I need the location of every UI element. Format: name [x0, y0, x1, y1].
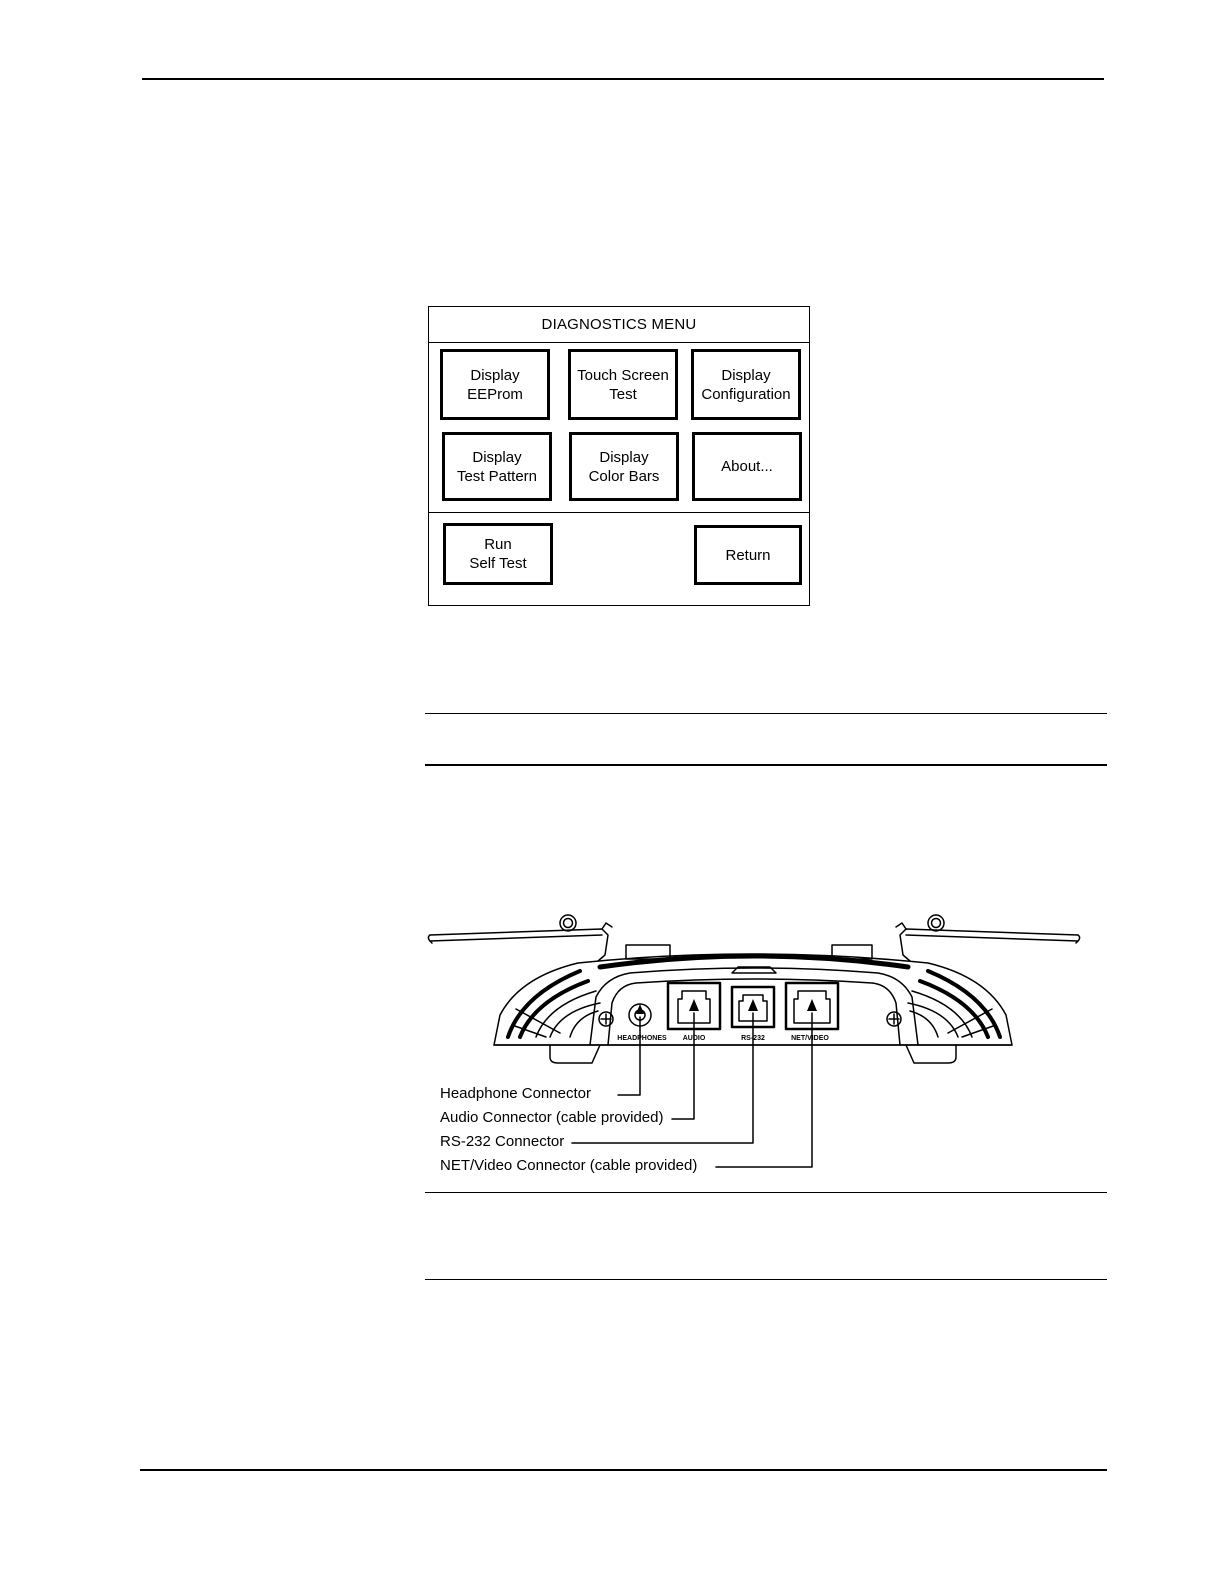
rs232-port-label: RS-232	[741, 1035, 765, 1042]
diagnostics-menu-title: DIAGNOSTICS MENU	[429, 307, 809, 343]
return-button[interactable]: Return	[694, 525, 802, 585]
diagnostics-menu-panel	[428, 306, 810, 606]
caption-rule-top	[425, 1192, 1107, 1193]
net-video-port-label: NET/VIDEO	[791, 1035, 829, 1042]
audio-port-label: AUDIO	[682, 1035, 706, 1042]
header-rule	[142, 78, 1104, 80]
footer-rule	[140, 1469, 1107, 1471]
display-eeprom-button[interactable]: Display EEProm	[440, 349, 550, 420]
display-test-pattern-button[interactable]: Display Test Pattern	[442, 432, 552, 501]
note-rule-bottom	[425, 764, 1107, 766]
connector-panel-figure	[420, 905, 1090, 1185]
about-button[interactable]: About...	[692, 432, 802, 501]
caption-rule-bottom	[425, 1279, 1107, 1280]
note-rule-top	[425, 713, 1107, 714]
touch-screen-test-button[interactable]: Touch Screen Test	[568, 349, 678, 420]
display-color-bars-button[interactable]: Display Color Bars	[569, 432, 679, 501]
net-video-connector-callout: NET/Video Connector (cable provided)	[440, 1157, 698, 1174]
run-self-test-button[interactable]: Run Self Test	[443, 523, 553, 585]
audio-connector-callout: Audio Connector (cable provided)	[440, 1109, 664, 1126]
headphones-port-label: HEADPHONES	[617, 1035, 667, 1042]
rs232-connector-callout: RS-232 Connector	[440, 1133, 565, 1150]
display-configuration-button[interactable]: Display Configuration	[691, 349, 801, 420]
headphone-connector-callout: Headphone Connector	[440, 1085, 591, 1102]
menu-divider	[429, 512, 809, 513]
